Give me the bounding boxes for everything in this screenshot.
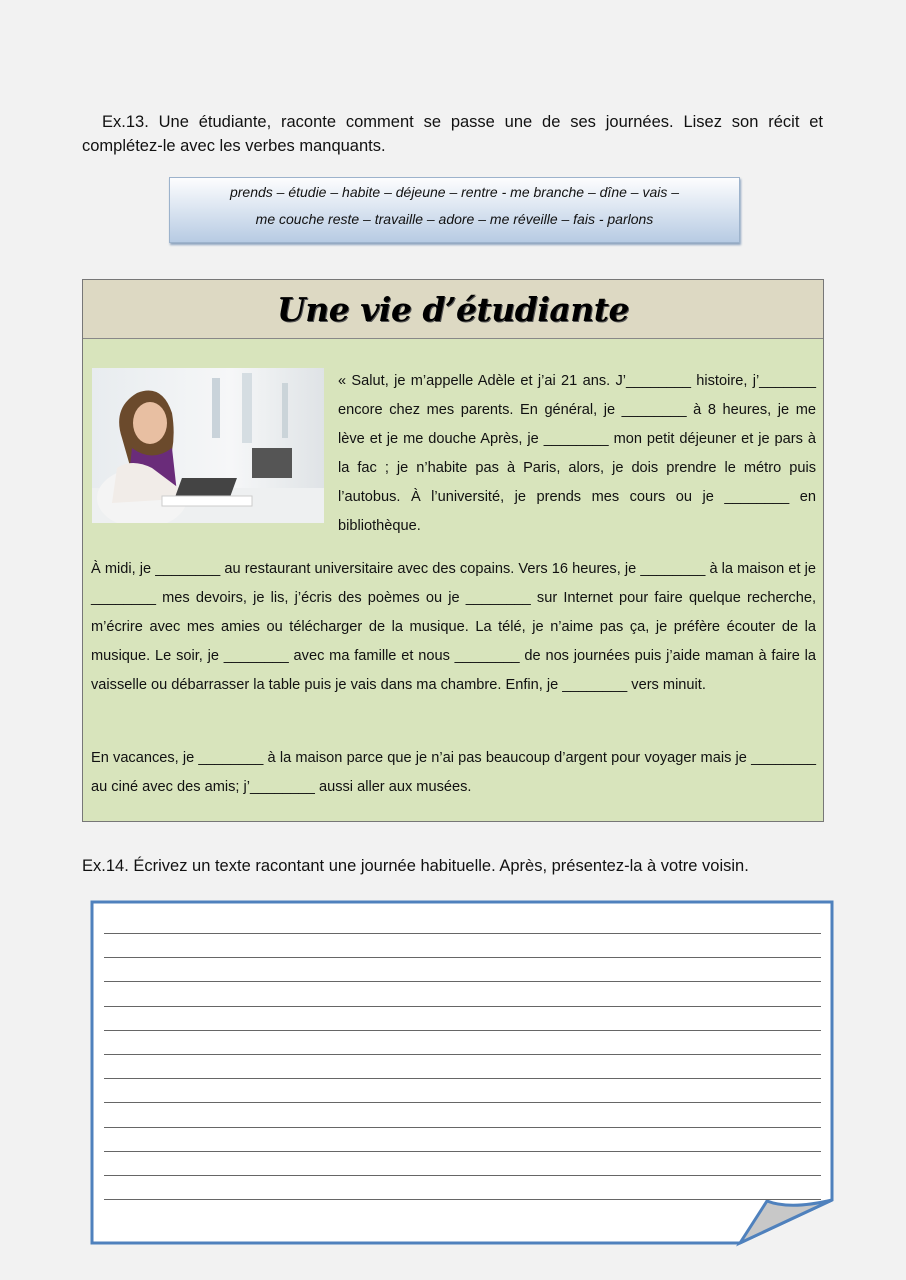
writing-line[interactable] xyxy=(104,1030,821,1031)
writing-line[interactable] xyxy=(104,1054,821,1055)
verb-bank-line-2: me couche reste – travaille – adore – me réveille – fais - parlons xyxy=(255,211,654,227)
writing-line[interactable] xyxy=(104,1102,821,1103)
story-box xyxy=(82,279,824,822)
writing-line[interactable] xyxy=(104,981,821,982)
verb-bank-line-1: prends – étudie – habite – déjeune – rentre - me branche – dîne – vais – xyxy=(229,184,680,200)
exercise-14-instruction: Ex.14. Écrivez un texte racontant une journée habituelle. Après, présentez-la à votre voisin. xyxy=(82,857,749,875)
verb-bank xyxy=(169,177,740,243)
story-title: Une vie d’étudiante xyxy=(277,290,629,329)
story-paragraph-2: À midi, je ________ au restaurant universitaire avec des copains. Vers 16 heures, je ________ à la maison et je ________ mes devoirs, je lis, j’écris des poèmes ou je ________ sur Internet pour faire quelque recherche, m’écrire avec mes amies ou télécharger de la musique. La télé, je n’aime pas ça, je préfère écouter de la musique. Le soir, je ________ avec ma famille et nous ________ de nos journées puis j’aide maman à faire la vaisselle ou débarrasser la table puis je vais dans ma chambre. Enfin, je ________ vers minuit. xyxy=(91,561,816,693)
writing-line[interactable] xyxy=(104,1199,821,1200)
writing-line[interactable] xyxy=(104,1127,821,1128)
story-header xyxy=(83,280,823,339)
writing-line[interactable] xyxy=(104,1151,821,1152)
story-paragraph-3: En vacances, je ________ à la maison parce que je n’ai pas beaucoup d’argent pour voyager mais je ________ au ciné avec des amis; j’________ aussi aller aux musées. xyxy=(91,750,816,795)
student-photo xyxy=(92,368,324,523)
writing-line[interactable] xyxy=(104,933,821,934)
exercise-13-instruction: Ex.13. Une étudiante, raconte comment se passe une de ses journées. Lisez son récit et complétez-le avec les verbes manquants. xyxy=(82,113,823,155)
writing-line[interactable] xyxy=(104,1078,821,1079)
writing-area-note xyxy=(90,900,836,1248)
story-paragraph-1: « Salut, je m’appelle Adèle et j’ai 21 ans. J’________ histoire, j’_______ encore chez mes parents. En général, je ________ à 8 heures, je me lève et je me douche Après, je ________ mon petit déjeuner et je pars à la fac ; je n’habite pas à Paris, alors, je dois prendre le métro puis l’autobus. À l’université, je prends mes cours ou je ________ en bibliothèque. xyxy=(338,373,816,534)
writing-line[interactable] xyxy=(104,1175,821,1176)
writing-line[interactable] xyxy=(104,1006,821,1007)
writing-line[interactable] xyxy=(104,957,821,958)
